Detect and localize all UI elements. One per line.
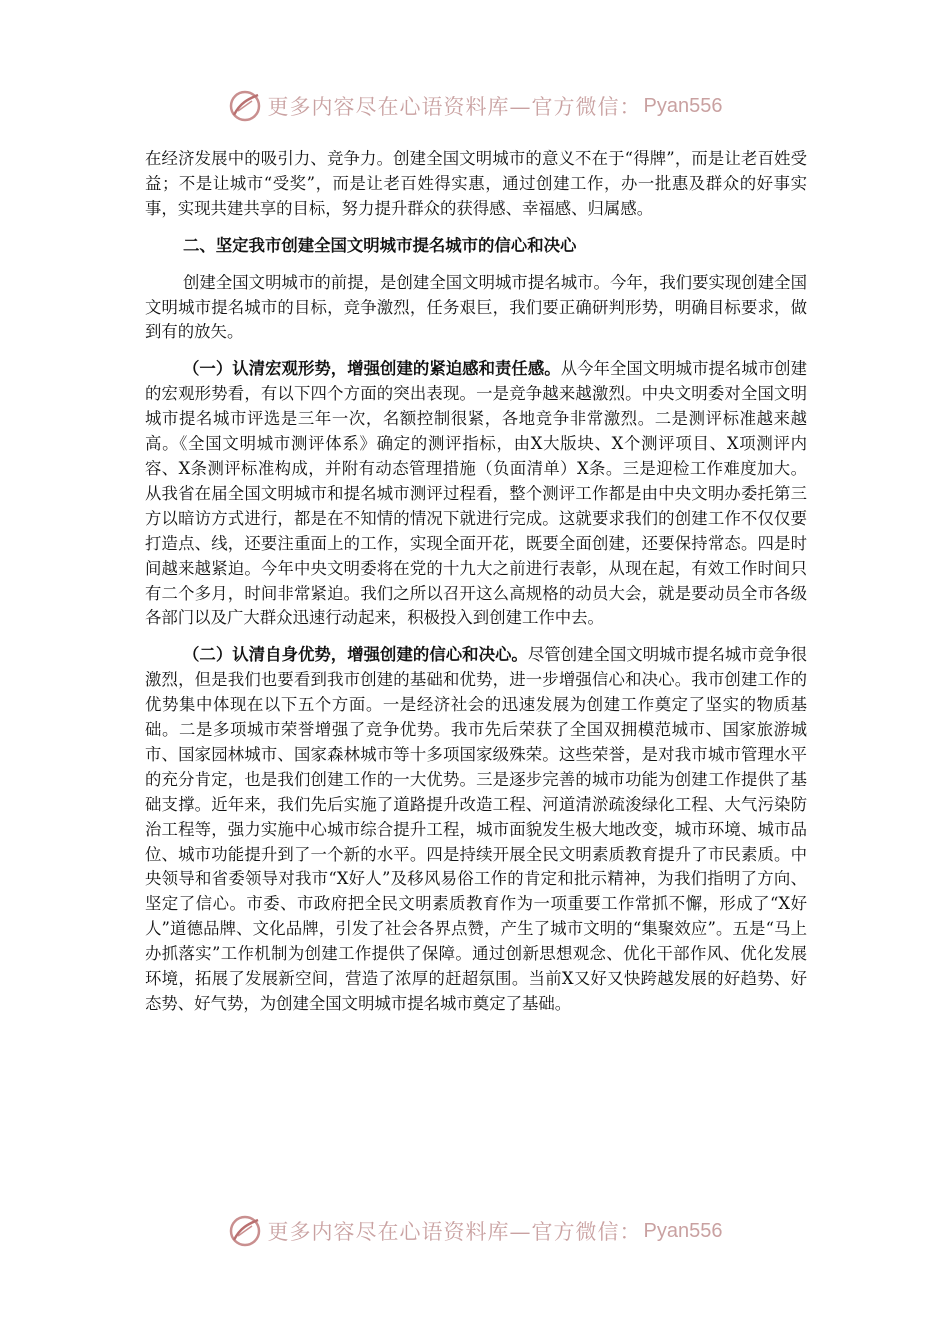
header-watermark xyxy=(0,86,950,126)
document-body xyxy=(145,147,807,1017)
subsection-1-body: 从今年全国文明城市提名城市创建的宏观形势看，有以下四个方面的突出表现。一是竞争越来越激烈。中央文明委对全国文明城市提名城市评选是三年一次，名额控制很紧，各地竞争非常激烈。二是测评标准越来越高。《全国文明城市测评体系》确定的测评指标，由X大版块、X个测评项目、X项测评内容、X条测评标准构成，并附有动态管理措施（负面清单）X条。三是迎检工作难度加大。从我省在届全国文明城市和提名城市测评过程看，整个测评工作都是由中央文明办委托第三方以暗访方式进行，都是在不知情的情况下就进行完成。这就要求我们的创建工作不仅仅要打造点、线，还要注重面上的工作，实现全面开花，既要全面创建，还要保持常态。四是时间越来越紧迫。今年中央文明委将在党的十九大之前进行表彰，从现在起，有效工作时间只有二个多月，时间非常紧迫。我们之所以召开这么高规格的动员大会，就是要动员全市各级各部门以及广大群众迅速行动起来，积极投入到创建工作中去。 xyxy=(145,359,807,628)
watermark-text: 更多内容尽在心语资料库—官方微信： xyxy=(267,95,642,119)
watermark-handle: Pyan556 xyxy=(643,94,723,117)
watermark-text: 更多内容尽在心语资料库—官方微信： xyxy=(267,1220,642,1244)
subsection-2-body: 尽管创建全国文明城市提名城市竞争很激烈，但是我们也要看到我市创建的基础和优势，进一步增强信心和决心。我市创建工作的优势集中体现在以下五个方面。一是经济社会的迅速发展为创建工作奠定了坚实的物质基础。二是多项城市荣誉增强了竞争优势。我市先后荣获了全国双拥模范城市、国家旅游城市、国家园林城市、国家森林城市等十多项国家级殊荣。这些荣誉，是对我市城市管理水平的充分肯定，也是我们创建工作的一大优势。三是逐步完善的城市功能为创建工作提供了基础支撑。近年来，我们先后实施了道路提升改造工程、河道清淤疏浚绿化工程、大气污染防治工程等，强力实施中心城市综合提升工程，城市面貌发生极大地改变，城市环境、城市品位、城市功能提升到了一个新的水平。四是持续开展全民文明素质教育提升了市民素质。中央领导和省委领导对我市“X好人”及移风易俗工作的肯定和批示精神，为我们指明了方向、坚定了信心。市委、市政府把全民文明素质教育作为一项重要工作常抓不懈，形成了“X好人”道德品牌、文化品牌，引发了社会各界点赞，产生了城市文明的“集聚效应”。五是“马上办抓落实”工作机制为创建工作提供了保障。通过创新思想观念、优化干部作风、优化发展环境，拓展了发展新空间，营造了浓厚的赶超氛围。当前X又好又快跨越发展的好趋势、好态势、好气势，为创建全国文明城市提名城市奠定了基础。 xyxy=(145,645,807,1013)
footer-watermark xyxy=(0,1211,950,1251)
paragraph-1: 创建全国文明城市的前提，是创建全国文明城市提名城市。今年，我们要实现创建全国文明城市提名城市的目标，竞争激烈，任务艰巨，我们要正确研判形势，明确目标要求，做到有的放矢。 xyxy=(145,272,807,342)
subsection-2-lead: （二）认清自身优势，增强创建的信心和决心。 xyxy=(183,645,528,665)
subsection-1 xyxy=(145,357,807,631)
subsection-2 xyxy=(145,643,807,1017)
subsection-1-lead: （一）认清宏观形势，增强创建的紧迫感和责任感。 xyxy=(183,359,561,379)
section-heading: 二、坚定我市创建全国文明城市提名城市的信心和决心 xyxy=(183,235,577,255)
watermark-handle: Pyan556 xyxy=(643,1219,723,1242)
signature-pen-logo-icon xyxy=(228,89,262,123)
intro-paragraph: 在经济发展中的吸引力、竞争力。创建全国文明城市的意义不在于“得牌”，而是让老百姓受益；不是让城市“受奖”，而是让老百姓得实惠，通过创建工作，办一批惠及群众的好事实事，实现共建共享的目标，努力提升群众的获得感、幸福感、归属感。 xyxy=(145,149,807,218)
signature-pen-logo-icon xyxy=(228,1214,262,1248)
